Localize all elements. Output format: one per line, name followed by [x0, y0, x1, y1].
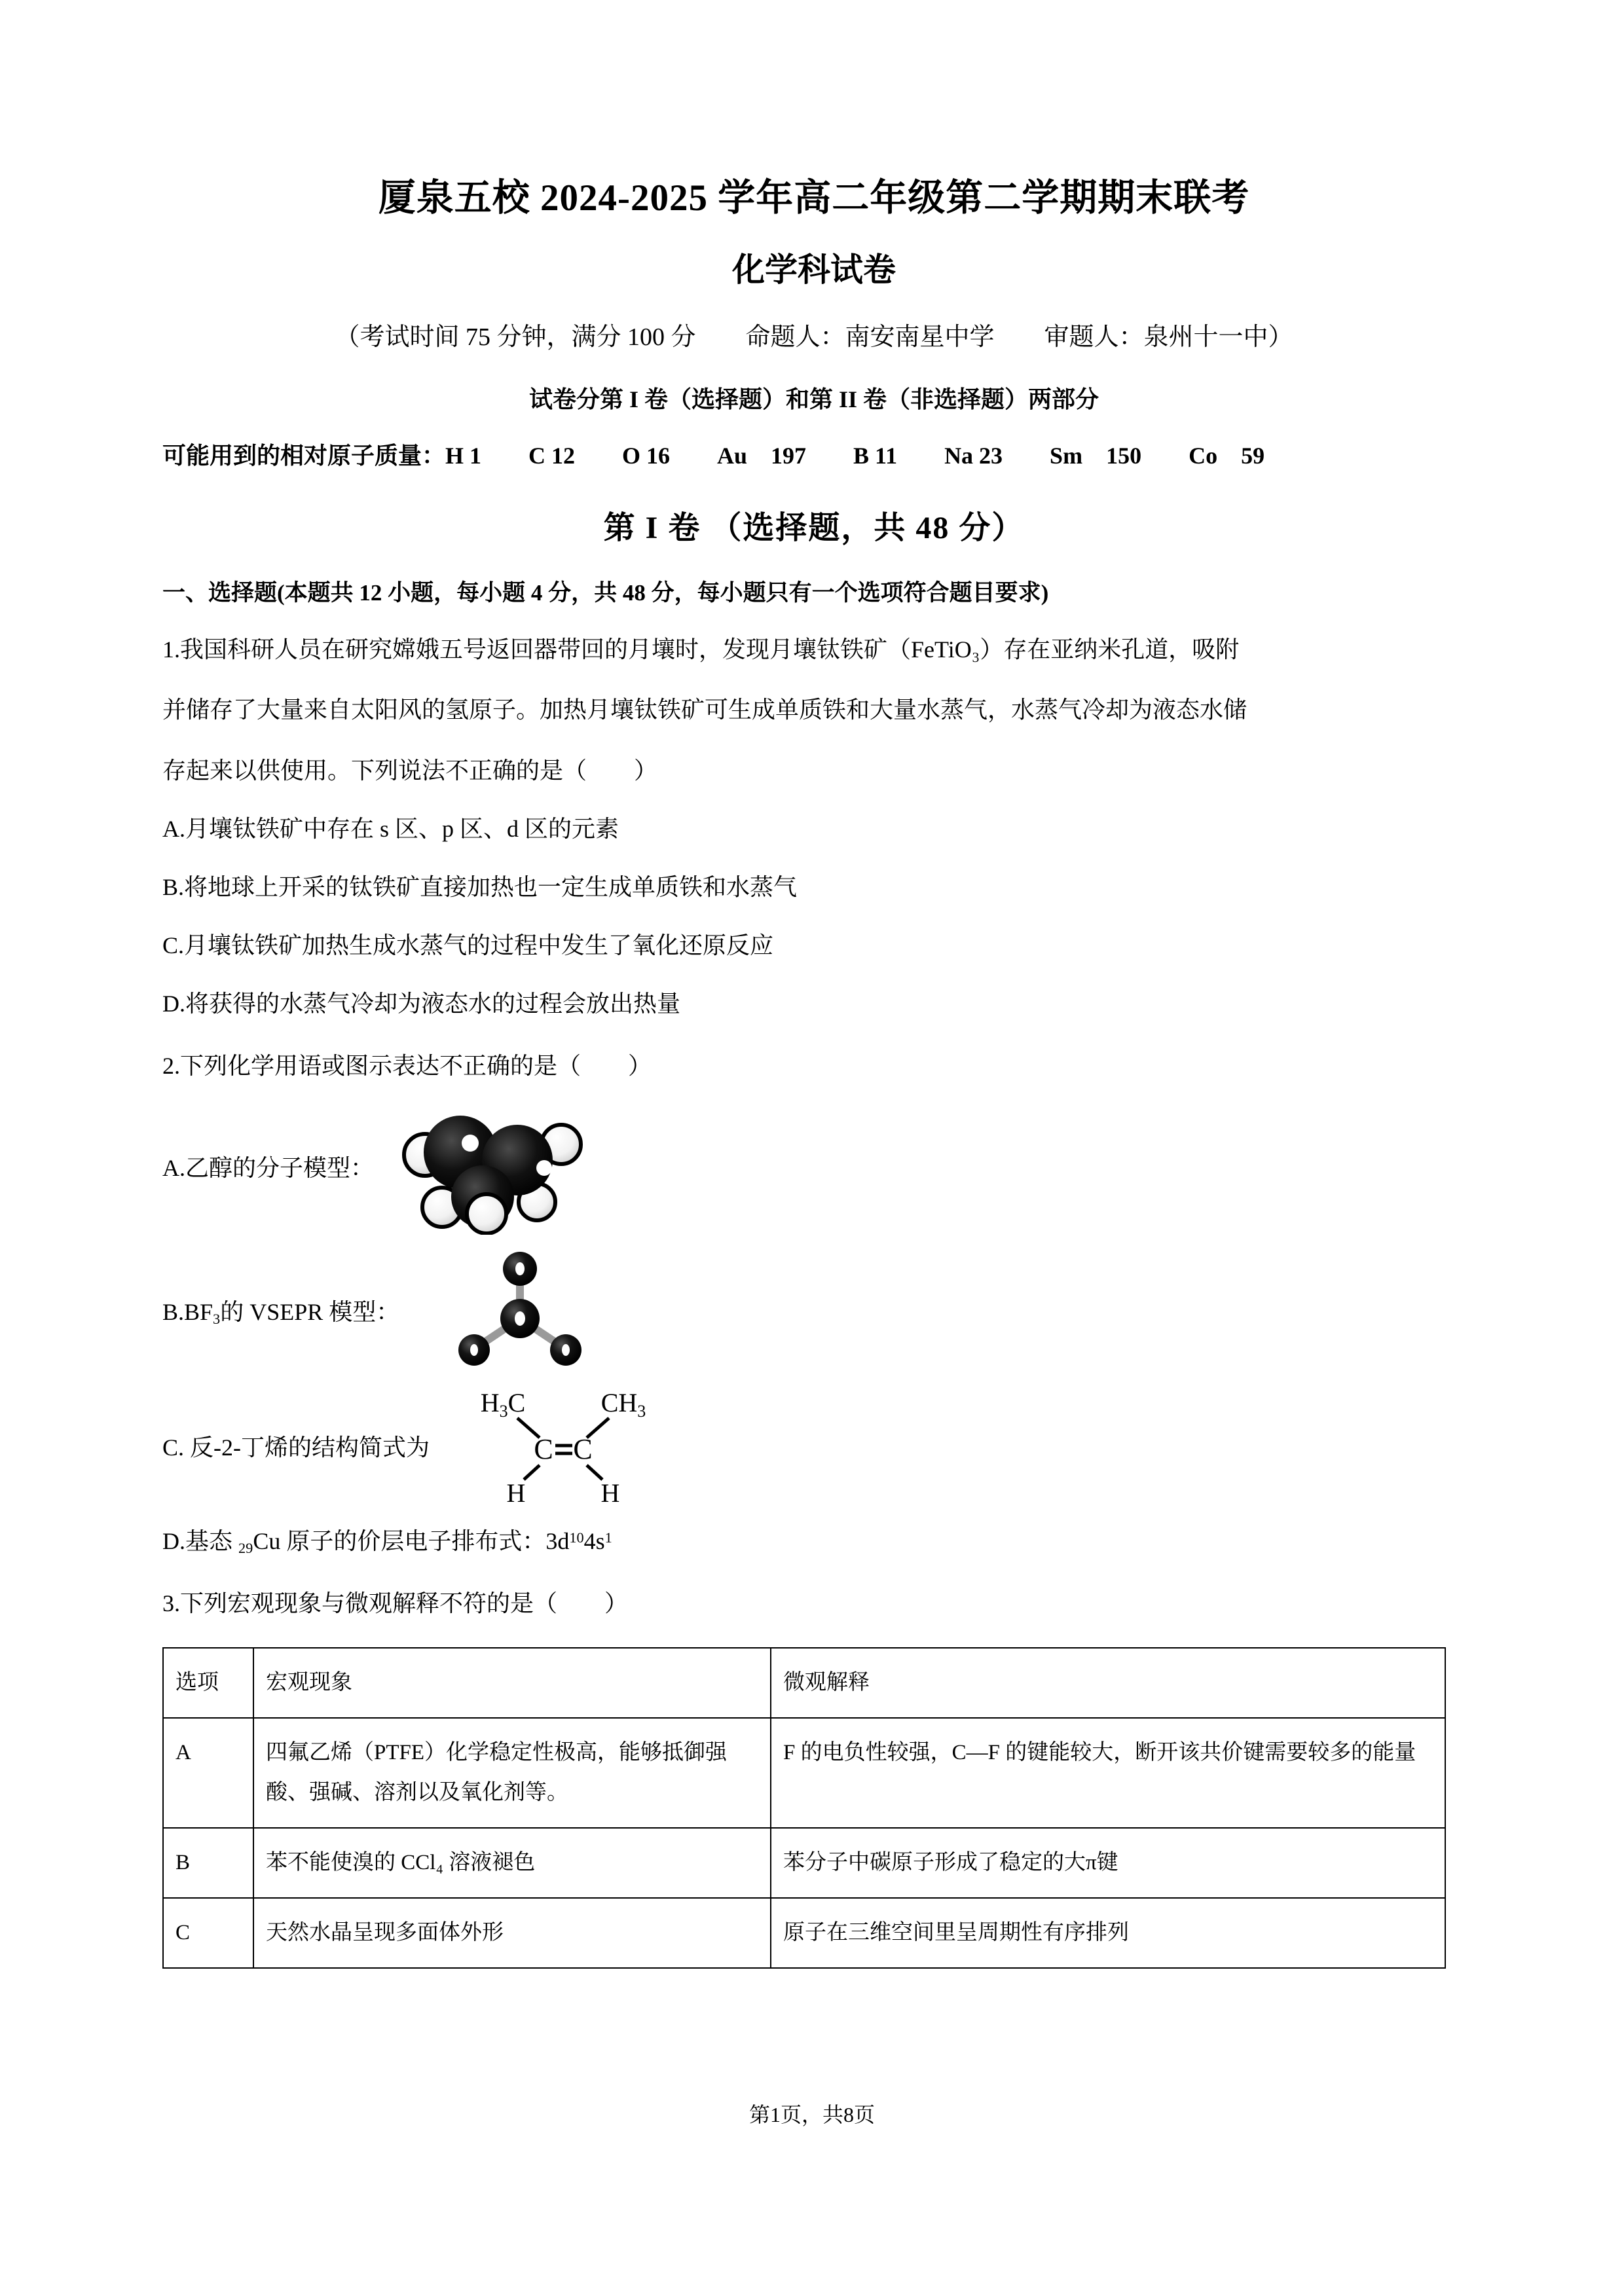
- question-2-option-b-label-pre: B.BF: [162, 1299, 213, 1326]
- option-d-exp-4s: 1: [604, 1529, 612, 1546]
- structure-carbon-left: C: [534, 1433, 553, 1466]
- page-subtitle: 化学科试卷: [732, 251, 896, 289]
- table-cell-macro-a: 四氟乙烯（PTFE）化学稳定性极高，能够抵御强酸、强碱、溶剂以及氧化剂等。: [253, 1718, 771, 1828]
- question-1-stem-line-3: 存起来以供使用。下列说法不正确的是（ ）: [162, 757, 658, 784]
- question-1-option-b: B.将地球上开采的钛铁矿直接加热也一定生成单质铁和水蒸气: [162, 874, 798, 901]
- structure-bottom-left-h: H: [506, 1478, 526, 1505]
- option-d-mid: 原子的价层电子排布式：3d: [280, 1528, 570, 1555]
- macro-micro-comparison-table: [162, 1647, 1446, 1969]
- atomic-mass-values: H 1 C 12 O 16 Au 197 B 11 Na 23 Sm 150 Co 59: [445, 443, 1265, 469]
- page-footer: 第1页，共8页: [748, 2103, 875, 2126]
- question-2-option-b-label-sub: 3: [213, 1311, 221, 1328]
- table-cell-micro-c: 原子在三维空间里呈周期性有序排列: [771, 1898, 1445, 1968]
- table-cell-micro-a: F 的电负性较强，C—F 的键能较大，断开该共价键需要较多的能量: [771, 1718, 1445, 1828]
- trans-2-butene-structure-icon: [452, 1387, 674, 1504]
- option-d-pre: D.基态: [162, 1528, 238, 1555]
- question-2-option-b-label: [162, 1294, 399, 1328]
- question-1-option-c: C.月壤钛铁矿加热生成水蒸气的过程中发生了氧化还原反应: [162, 932, 774, 958]
- option-d-mid2: 4s: [583, 1528, 605, 1555]
- exam-meta-line: （考试时间 75 分钟，满分 100 分 命题人：南安南星中学 审题人：泉州十一中）: [335, 323, 1293, 352]
- atomic-mass-line: [162, 438, 1466, 473]
- question-1-option-a: A.月壤钛铁矿中存在 s 区、p 区、d 区的元素: [162, 816, 619, 843]
- part-one-heading: 一、选择题(本题共 12 小题，每小题 4 分，共 48 分，每小题只有一个选项符合题目要求): [162, 580, 1049, 606]
- table-cell-micro-b: 苯分子中碳原子形成了稳定的大π键: [771, 1828, 1445, 1898]
- option-d-atomic-number: 29: [238, 1540, 253, 1557]
- question-2-option-c-row: [162, 1387, 1466, 1504]
- question-2-option-a-label: A.乙醇的分子模型：: [162, 1154, 374, 1181]
- structure-top-left-group: $H_3C$: [480, 1388, 526, 1421]
- option-d-exp-3d: 10: [569, 1529, 584, 1546]
- table-header-option: 选项: [163, 1648, 253, 1718]
- question-2-option-b-label-post: 的 VSEPR 模型：: [220, 1299, 400, 1326]
- page-title: 厦泉五校 2024-2025 学年高二年级第二学期期末联考: [378, 177, 1250, 219]
- ethanol-space-filling-model-icon: [396, 1097, 593, 1235]
- section-i-title: 第 I 卷 （选择题，共 48 分）: [603, 511, 1025, 546]
- structure-top-right-group: $CH_3$: [600, 1388, 646, 1421]
- question-2-option-c-label: C. 反-2-丁烯的结构简式为: [162, 1434, 430, 1461]
- question-2-stem: 2.下列化学用语或图示表达不正确的是（ ）: [162, 1052, 652, 1079]
- atomic-mass-label: 可能用到的相对原子质量：: [162, 443, 446, 469]
- table-header-row: [163, 1648, 1445, 1718]
- table-cell-option-b: B: [163, 1828, 253, 1898]
- paper-structure-note: 试卷分第 I 卷（选择题）和第 II 卷（非选择题）两部分: [528, 386, 1099, 413]
- bf3-vsepr-model-icon: [422, 1245, 618, 1376]
- structure-bottom-right-h: H: [600, 1478, 620, 1505]
- table-header-macro: 宏观现象: [253, 1648, 771, 1718]
- question-1-stem-line-1: 1.我国科研人员在研究嫦娥五号返回器带回的月壤时，发现月壤钛铁矿（FeTiO₃）存在亚纳米孔道，吸附: [162, 636, 1240, 663]
- table-cell-option-c: C: [163, 1898, 253, 1968]
- table-cell-macro-b: 苯不能使溴的 CCl₄ 溶液褪色: [253, 1828, 771, 1898]
- option-d-element: Cu: [253, 1528, 281, 1555]
- table-row: [163, 1718, 1445, 1828]
- question-3-stem: 3.下列宏观现象与微观解释不符的是（ ）: [162, 1590, 629, 1617]
- question-2-option-a-row: [162, 1097, 1466, 1235]
- question-1-stem-line-2: 并储存了大量来自太阳风的氢原子。加热月壤钛铁矿可生成单质铁和大量水蒸气，水蒸气冷却为液态水储: [162, 697, 1247, 723]
- page-content: [162, 0, 1466, 1969]
- question-2-option-b-row: [162, 1245, 1466, 1376]
- question-1-option-d: D.将获得的水蒸气冷却为液态水的过程会放出热量: [162, 990, 680, 1017]
- structure-carbon-right: C: [573, 1433, 593, 1466]
- table-row: [163, 1828, 1445, 1898]
- table-header-micro: 微观解释: [771, 1648, 1445, 1718]
- table-cell-option-a: A: [163, 1718, 253, 1828]
- table-cell-macro-c: 天然水晶呈现多面体外形: [253, 1898, 771, 1968]
- question-2-option-d: [162, 1520, 1466, 1563]
- table-row: [163, 1898, 1445, 1968]
